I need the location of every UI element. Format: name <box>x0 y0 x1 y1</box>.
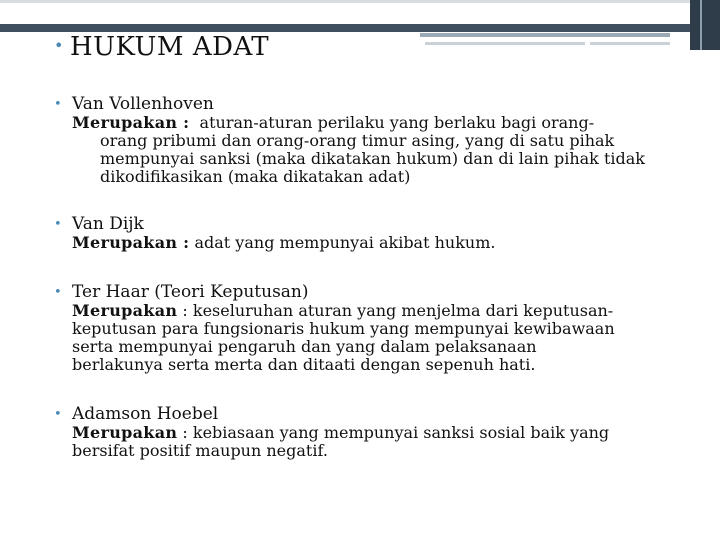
item-line: bersifat positif maupun negatif. <box>72 441 328 460</box>
list-item <box>54 404 704 460</box>
item-line: mempunyai sanksi (maka dikatakan hukum) dan di lain pihak tidak <box>100 149 645 168</box>
list-item <box>54 214 704 252</box>
item-name: Adamson Hoebel <box>72 404 219 424</box>
header-light-bar <box>425 42 585 45</box>
item-description <box>72 234 704 252</box>
header-light-bar-right <box>590 42 670 45</box>
item-name: Van Vollenhoven <box>72 94 214 114</box>
header-corner-block <box>690 0 720 50</box>
bullet-icon: • <box>54 97 62 112</box>
item-line: berlakunya serta merta dan ditaati dengan sepenuh hati. <box>72 355 536 374</box>
item-first-line: adat yang mempunyai akibat hukum. <box>194 233 496 252</box>
bullet-icon: • <box>54 36 64 55</box>
item-lead: Merupakan : <box>72 233 190 252</box>
item-lead: Merupakan <box>72 301 178 320</box>
header-top-line <box>0 0 720 3</box>
list-item <box>54 94 704 186</box>
item-description <box>72 114 704 186</box>
header-corner-line <box>700 0 702 50</box>
item-line: dikodifikasikan (maka dikatakan adat) <box>100 167 411 186</box>
bullet-icon: • <box>54 217 62 232</box>
item-first-line: : kebiasaan yang mempunyai sanksi sosial baik yang <box>182 423 610 442</box>
item-first-line: : keseluruhan aturan yang menjelma dari keputusan- <box>182 301 614 320</box>
slide-title <box>54 32 269 62</box>
definition-list <box>54 94 704 486</box>
item-name: Ter Haar (Teori Keputusan) <box>72 282 309 302</box>
item-first-line: aturan-aturan perilaku yang berlaku bagi orang- <box>199 113 595 132</box>
bullet-icon: • <box>54 407 62 422</box>
title-text: HUKUM ADAT <box>69 32 270 62</box>
header-mid-bar <box>420 33 670 37</box>
item-lead: Merupakan : <box>72 113 190 132</box>
item-line: keputusan para fungsionaris hukum yang mempunyai kewibawaan <box>72 319 615 338</box>
list-item <box>54 282 704 374</box>
item-line: serta mempunyai pengaruh dan yang dalam pelaksanaan <box>72 337 537 356</box>
header-dark-bar <box>0 24 690 32</box>
item-name: Van Dijk <box>72 214 144 234</box>
item-line: orang pribumi dan orang-orang timur asing, yang di satu pihak <box>100 131 615 150</box>
item-lead: Merupakan <box>72 423 178 442</box>
bullet-icon: • <box>54 285 62 300</box>
item-description <box>72 302 704 374</box>
item-description <box>72 424 704 460</box>
